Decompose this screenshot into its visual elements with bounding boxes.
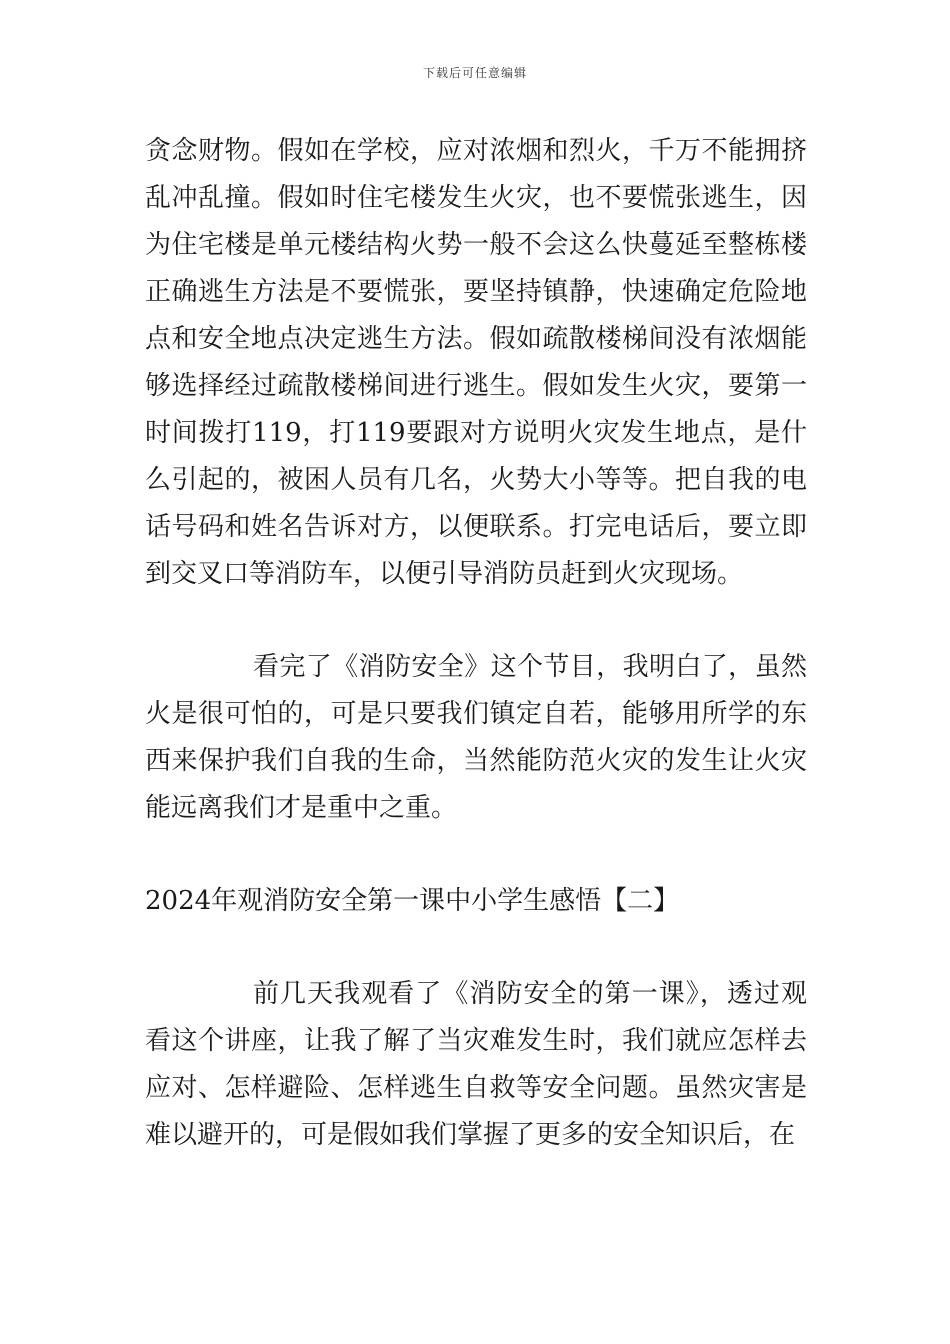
document-body: [145, 128, 807, 1159]
page-header: 下载后可任意编辑: [422, 66, 527, 80]
paragraph-spacer: [145, 925, 807, 971]
section-heading: 2024年观消防安全第一课中小学生感悟【二】: [145, 886, 680, 916]
paragraph-spacer: [145, 598, 807, 644]
paragraph-2: 看完了《消防安全》这个节目，我明白了，虽然火是很可怕的，可是只要我们镇定自若，能够用所学的东西来保护我们自我的生命，当然能防范火灾的发生让火灾能远离我们才是重中之重。: [145, 652, 807, 823]
paragraph-3: 前几天我观看了《消防安全的第一课》，透过观看这个讲座，让我了解了当灾难发生时，我们就应怎样去应对、怎样避险、怎样逃生自救等安全问题。虽然灾害是难以避开的，可是假如我们掌握了更多的安全知识后，在: [145, 979, 807, 1150]
paragraph-spacer: [145, 832, 807, 878]
paragraph-1: 贪念财物。假如在学校，应对浓烟和烈火，千万不能拥挤乱冲乱撞。假如时住宅楼发生火灾，也不要慌张逃生，因为住宅楼是单元楼结构火势一般不会这么快蔓延至整栋楼正确逃生方法是不要慌张，要坚持镇静，快速确定危险地点和安全地点决定逃生方法。假如疏散楼梯间没有浓烟能够选择经过疏散楼梯间进行逃生。假如发生火灾，要第一时间拨打119，打119要跟对方说明火灾发生地点，是什么引起的，被困人员有几名，火势大小等等。把自我的电话号码和姓名告诉对方，以便联系。打完电话后，要立即到交叉口等消防车，以便引导消防员赶到火灾现场。: [145, 136, 807, 589]
